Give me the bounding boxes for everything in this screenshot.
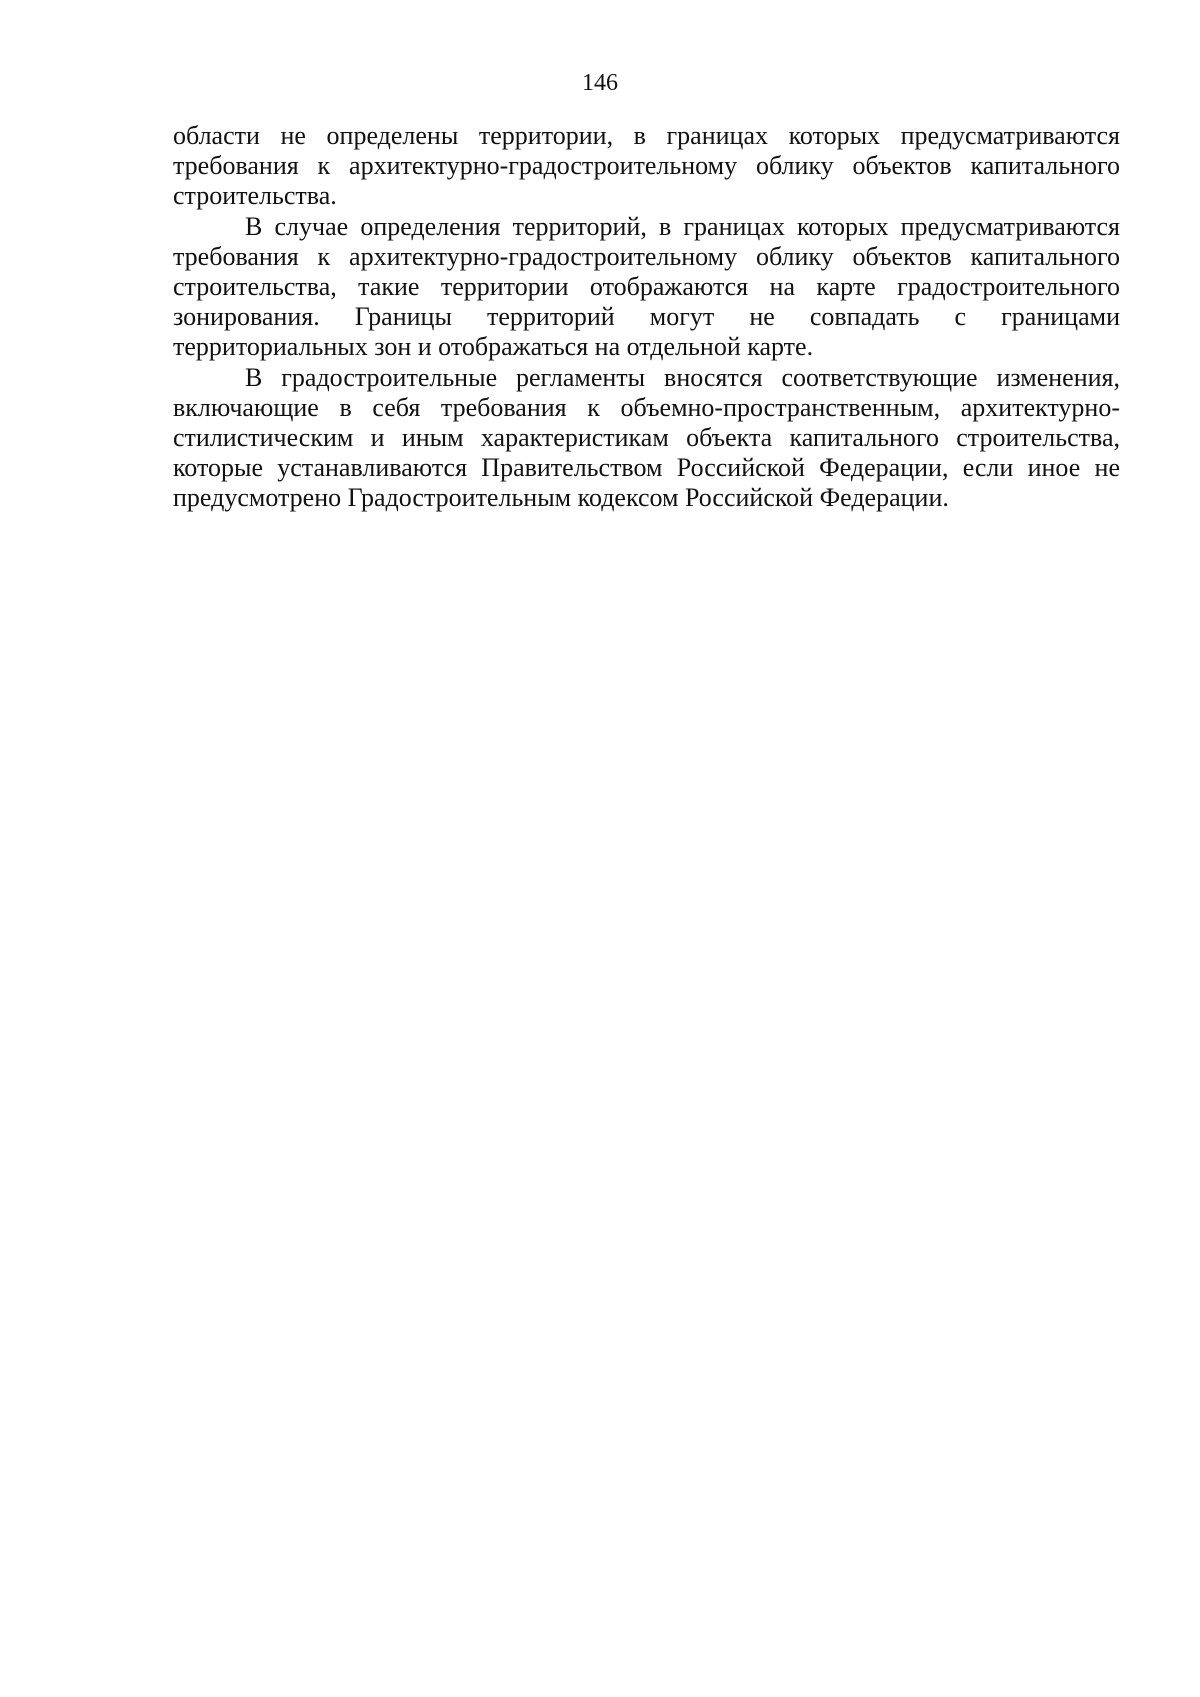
paragraph-regulation-changes: В градостроительные регламенты вносятся соответствующие изменения, включающие в себя требования к объемно-пространственным, архитектурно-стилистическим и иным характеристикам объекта капитального строительства, которые устанавливаются Правительством Российской Федерации, если иное не предусмотрено Градостроительным кодексом Российской Федерации. [173,362,1120,513]
page-number: 146 [582,70,618,96]
paragraph-territory-definition: В случае определения территорий, в границах которых предусматриваются требования к архитектурно-градостроительному облику объектов капитального строительства, такие территории отображаются на карте градостроительного зонирования. Границы территорий могут не совпадать с границами территориальных зон и отображаться на отдельной карте. [173,211,1120,362]
document-body [173,121,1120,514]
paragraph-continuation: области не определены территории, в границах которых предусматриваются требования к архитектурно-градостроительному облику объектов капитального строительства. [173,121,1120,211]
